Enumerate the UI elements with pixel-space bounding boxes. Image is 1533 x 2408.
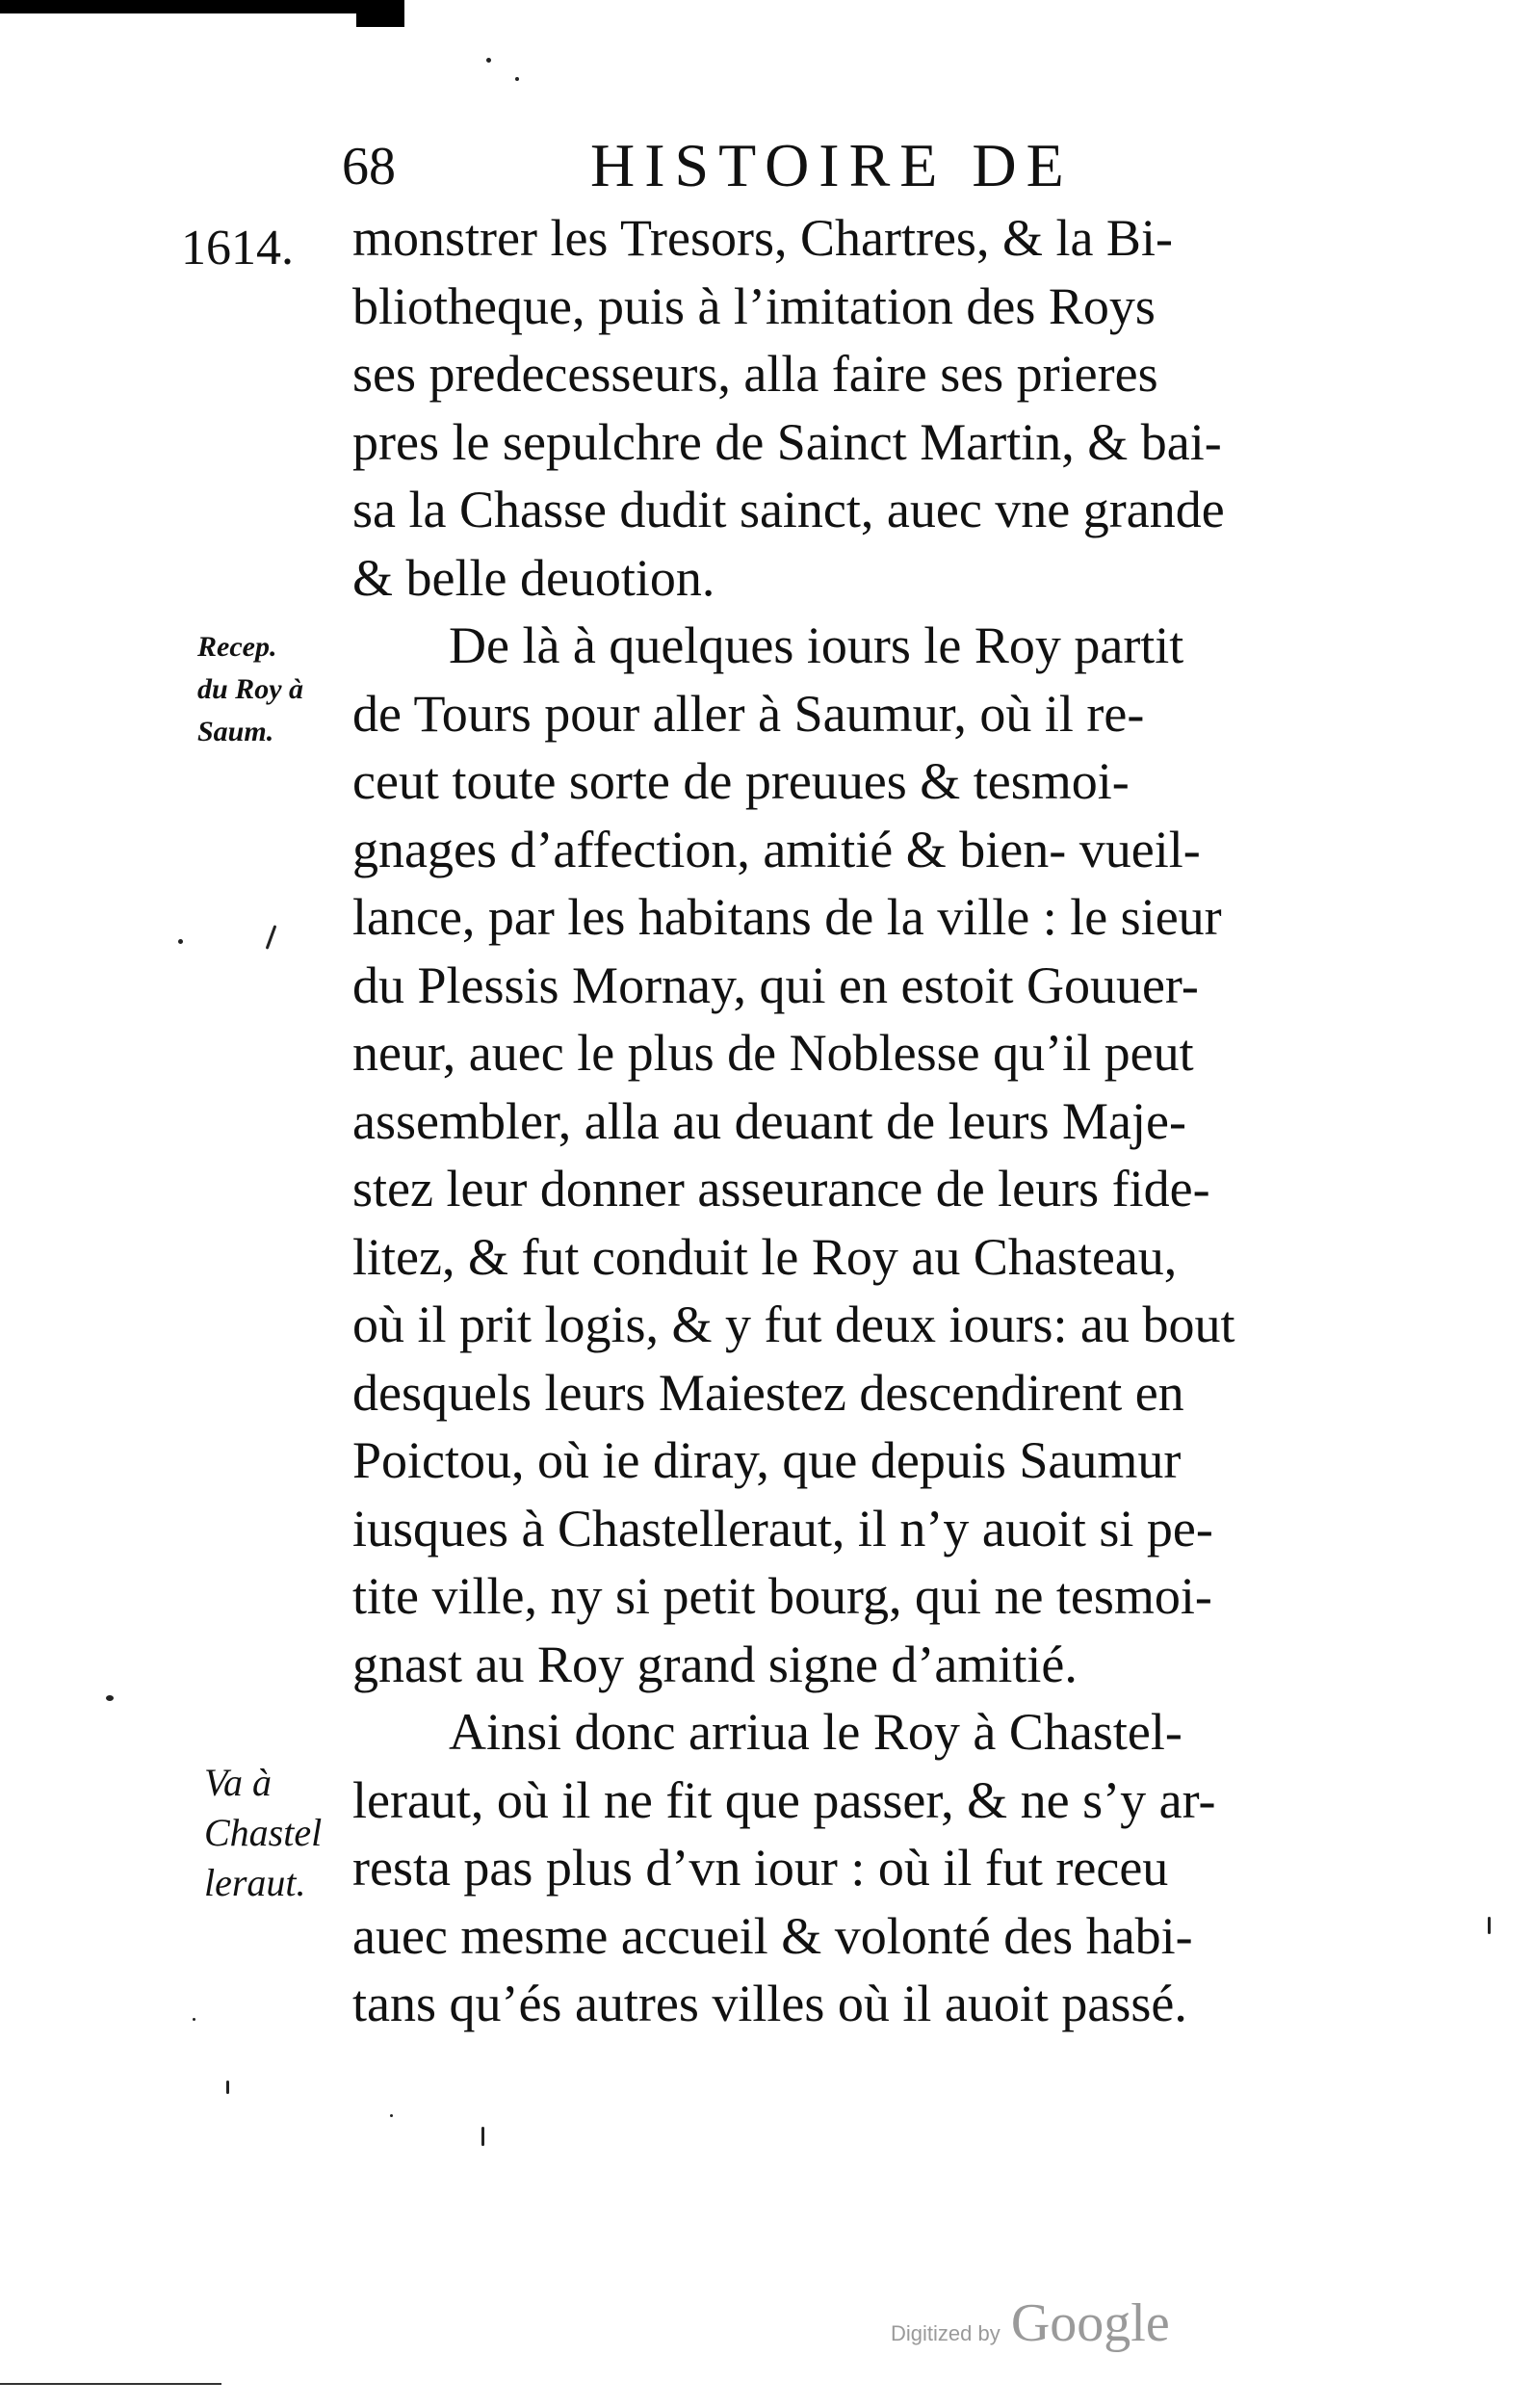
text-line: resta pas plus d’vn iour : où il fut receu	[352, 1839, 1169, 1897]
margin-note-reception-saumur	[197, 626, 303, 753]
ink-speck	[193, 2018, 195, 2021]
text-line: monstrer les Tresors, Chartres, & la Bi-	[352, 209, 1173, 267]
ink-speck	[1488, 1917, 1491, 1934]
text-line: du Plessis Mornay, qui en estoit Gouuer-	[352, 955, 1199, 1014]
body-text	[352, 204, 1421, 2038]
text-line: lance, par les habitans de la ville : le sieur	[352, 888, 1222, 946]
text-line: De là à quelques iours le Roy partit	[449, 616, 1184, 674]
margin-note-line: du Roy à	[197, 673, 304, 705]
text-line: stez leur donner asseurance de leurs fide-	[352, 1160, 1210, 1217]
google-logo: Google	[1010, 2293, 1170, 2353]
margin-note-line: leraut.	[204, 1861, 306, 1904]
text-line: Ainsi donc arriua le Roy à Chastel-	[449, 1703, 1182, 1761]
text-line: où il prit logis, & y fut deux iours: au bout	[352, 1296, 1235, 1353]
text-line: auec mesme accueil & volonté des habi-	[352, 1906, 1193, 1965]
running-title: HISTOIRE DE	[590, 131, 1074, 199]
text-line: pres le sepulchre de Sainct Martin, & bai-	[352, 412, 1222, 471]
ink-speck	[515, 77, 519, 81]
text-line: litez, & fut conduit le Roy au Chasteau,	[352, 1227, 1178, 1286]
text-line: gnast au Roy grand signe d’amitié.	[352, 1635, 1078, 1693]
ink-speck	[178, 939, 183, 944]
text-line: & belle deuotion.	[352, 548, 715, 607]
text-line: desquels leurs Maiestez descendirent en	[352, 1363, 1184, 1422]
scan-edge-corner	[356, 0, 404, 27]
ink-speck	[106, 1695, 114, 1701]
text-line: gnages d’affection, amitié & bien- vueil-	[352, 820, 1201, 878]
text-line: tans qu’és autres villes où il auoit passé.	[352, 1975, 1187, 2032]
text-line: iusques à Chastelleraut, il n’y auoit si pe-	[352, 1499, 1213, 1557]
text-line: Poictou, où ie diray, que depuis Saumur	[352, 1431, 1182, 1489]
margin-note-line: Va à	[204, 1761, 272, 1804]
ink-speck	[226, 2081, 229, 2094]
digitization-watermark	[891, 2292, 1170, 2354]
text-line: de Tours pour aller à Saumur, où il re-	[352, 684, 1145, 743]
scan-edge-bottom	[0, 2383, 221, 2385]
text-line: ses predecesseurs, alla faire ses prieres	[352, 345, 1158, 403]
text-line: ceut toute sorte de preuues & tesmoi-	[352, 752, 1130, 810]
text-line: assembler, alla au deuant de leurs Maje-	[352, 1091, 1186, 1150]
text-line: neur, auec le plus de Noblesse qu’il peut	[352, 1024, 1194, 1082]
scan-edge-top	[0, 0, 404, 13]
ink-speck	[481, 2127, 484, 2146]
margin-note-chastelleraut	[204, 1758, 322, 1908]
year-margin: 1614.	[181, 221, 294, 275]
text-line: sa la Chasse dudit sainct, auec vne grande	[352, 481, 1225, 538]
text-line: bliotheque, puis à l’imitation des Roys	[352, 276, 1156, 335]
text-line: leraut, où il ne fit que passer, & ne s’y ar-	[352, 1770, 1216, 1829]
ink-speck	[486, 58, 491, 63]
margin-note-line: Saum.	[197, 716, 274, 747]
margin-note-line: Recep.	[197, 631, 277, 663]
ink-speck	[266, 925, 277, 949]
margin-note-line: Chastel	[204, 1811, 323, 1854]
digitized-by-label: Digitized by	[891, 2321, 1000, 2345]
ink-speck	[390, 2114, 393, 2117]
text-line: tite ville, ny si petit bourg, qui ne tesmoi-	[352, 1567, 1212, 1625]
page-number: 68	[342, 137, 396, 196]
